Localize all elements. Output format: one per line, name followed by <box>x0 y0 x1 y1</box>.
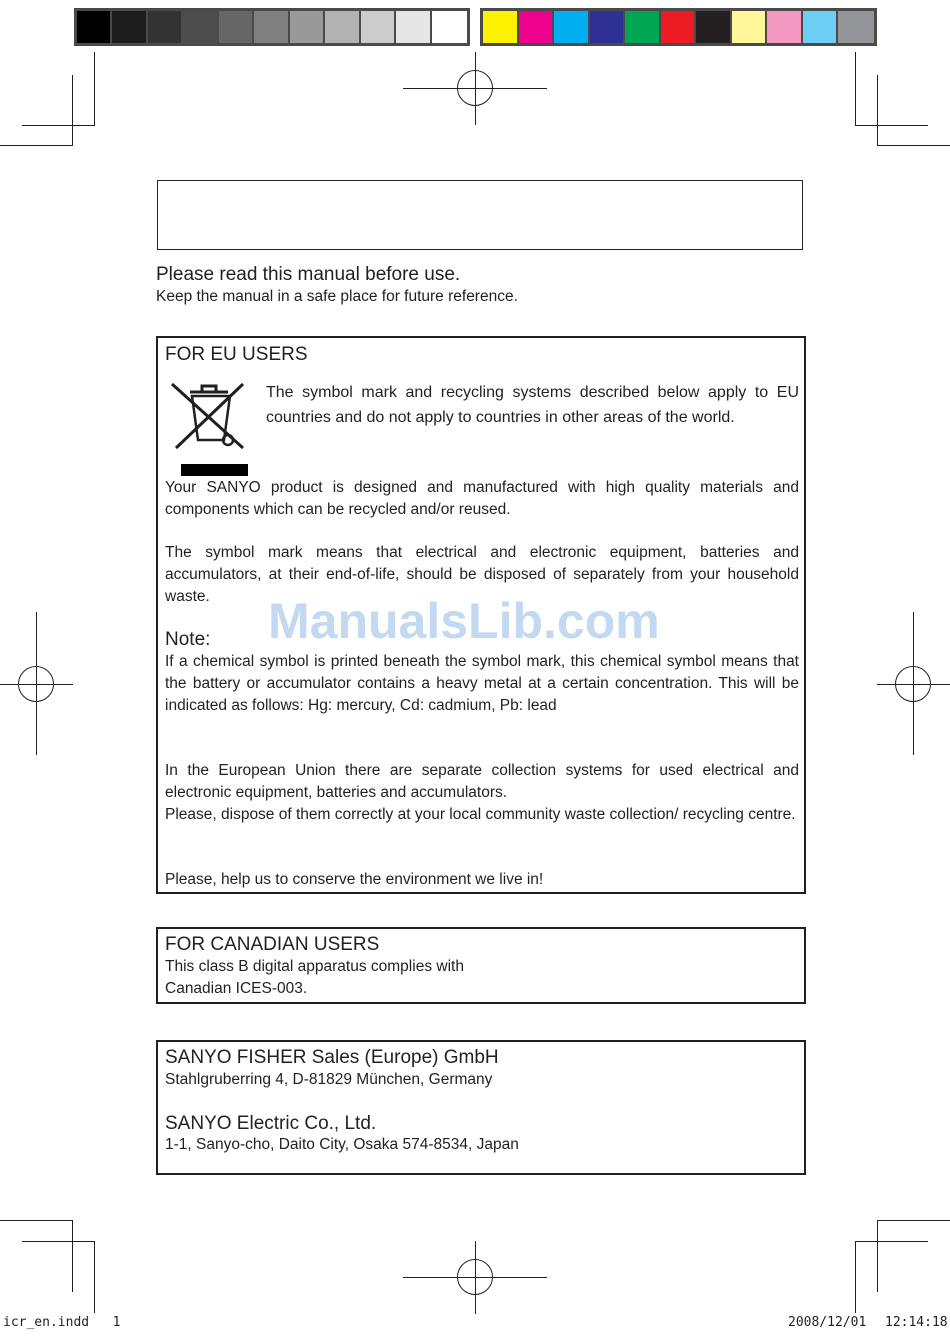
canada-line-2: Canadian ICES-003. <box>165 980 308 997</box>
eu-para-4: Please, dispose of them correctly at your local community waste collection/ recycling centre. <box>165 806 796 823</box>
crop-mark <box>0 1220 73 1221</box>
canada-line-1: This class B digital apparatus complies with <box>165 958 464 975</box>
company-address: Stahlgruberring 4, D-81829 München, Germany <box>165 1071 493 1088</box>
crop-mark <box>94 52 95 126</box>
crop-mark <box>877 145 950 146</box>
crop-mark <box>22 1241 95 1242</box>
crop-mark <box>855 1241 856 1313</box>
color-swatch <box>396 11 431 43</box>
crop-mark <box>855 125 928 126</box>
color-swatch <box>432 11 467 43</box>
color-swatch <box>519 11 555 43</box>
registration-line <box>475 52 476 125</box>
registration-line <box>36 612 37 755</box>
gray-color-bar <box>74 8 470 46</box>
company-name: SANYO Electric Co., Ltd. <box>165 1113 377 1134</box>
eu-para-1: Your SANYO product is designed and manufactured with high quality materials and components which can be recycled and/or reused. <box>165 479 799 518</box>
color-swatch <box>625 11 661 43</box>
canadian-users-section <box>156 927 806 1004</box>
intro-heading: Please read this manual before use. <box>156 264 461 285</box>
color-swatch <box>183 11 218 43</box>
color-swatch <box>77 11 112 43</box>
company-addresses-section <box>156 1040 806 1175</box>
color-swatch <box>767 11 803 43</box>
color-swatch <box>325 11 360 43</box>
slug-time: 12:14:18 <box>885 1315 948 1330</box>
crop-mark <box>94 1241 95 1313</box>
eu-para-2: The symbol mark means that electrical and electronic equipment, batteries and accumulators, at their end-of-life, should be disposed of separately from your household waste. <box>165 544 799 605</box>
eu-section-title: FOR EU USERS <box>165 344 308 365</box>
crop-mark <box>855 52 856 126</box>
crossed-wheelie-bin-icon <box>168 378 253 478</box>
color-swatch <box>732 11 768 43</box>
eu-para-3: In the European Union there are separate collection systems for used electrical and electronic equipment, batteries and accumulators. <box>165 762 799 801</box>
crop-mark <box>877 1220 950 1221</box>
color-swatch <box>219 11 254 43</box>
crop-mark <box>877 1220 878 1292</box>
crop-mark <box>72 75 73 146</box>
eu-symbol-text: The symbol mark and recycling systems described below apply to EU countries and do not apply to countries in other areas of the world. <box>266 384 799 426</box>
color-swatch <box>803 11 839 43</box>
crop-mark <box>72 1220 73 1292</box>
crop-mark <box>877 75 878 146</box>
color-swatch <box>254 11 289 43</box>
slug-filename: icr_en.indd 1 <box>3 1315 121 1330</box>
note-heading: Note: <box>165 629 211 650</box>
color-swatch <box>148 11 183 43</box>
canada-section-title: FOR CANADIAN USERS <box>165 934 380 955</box>
color-swatch <box>661 11 697 43</box>
color-swatch <box>112 11 147 43</box>
color-swatch <box>554 11 590 43</box>
title-placeholder-box <box>157 180 803 250</box>
intro-subtext: Keep the manual in a safe place for future reference. <box>156 288 518 305</box>
crop-mark <box>22 125 95 126</box>
color-swatch <box>590 11 626 43</box>
slug-date: 2008/12/01 <box>788 1315 867 1330</box>
process-color-bar <box>480 8 877 46</box>
color-swatch <box>483 11 519 43</box>
note-text: If a chemical symbol is printed beneath the symbol mark, this chemical symbol means that the battery or accumulator contains a heavy metal at a certain concentration. This will be indicated as follows: Hg: mercury, Cd: cadmium, Pb: lead <box>165 653 799 714</box>
crop-mark <box>855 1241 928 1242</box>
color-swatch <box>696 11 732 43</box>
registration-line <box>475 1241 476 1314</box>
crop-mark <box>0 145 73 146</box>
color-swatch <box>290 11 325 43</box>
company-address: 1-1, Sanyo-cho, Daito City, Osaka 574-8534, Japan <box>165 1136 519 1153</box>
eu-para-5: Please, help us to conserve the environment we live in! <box>165 871 544 888</box>
color-swatch <box>838 11 874 43</box>
company-name: SANYO FISHER Sales (Europe) GmbH <box>165 1047 499 1068</box>
color-swatch <box>361 11 396 43</box>
watermark: ManualsLib.com <box>268 593 660 649</box>
registration-line <box>913 612 914 755</box>
